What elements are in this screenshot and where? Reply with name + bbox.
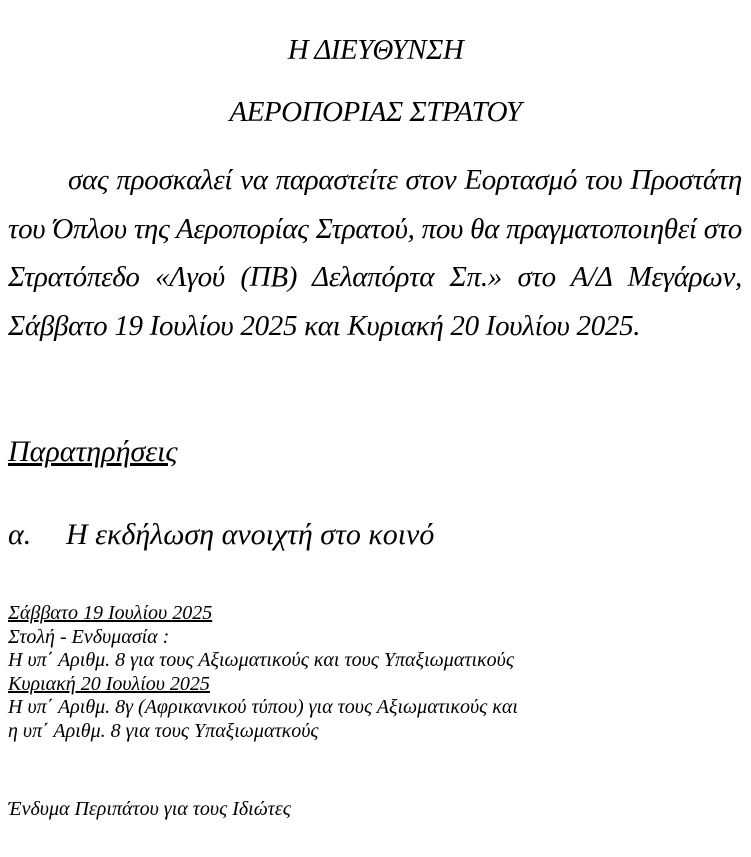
sunday-dress-line-2: η υπ΄ Αριθμ. 8 για τους Υπαξιωματκούς xyxy=(8,719,319,742)
dress-code-section xyxy=(8,602,518,743)
saturday-dress: Η υπ΄ Αριθμ. 8 για τους Αξιωματικούς και τους Υπαξιωματικούς xyxy=(8,649,514,671)
remarks-heading: Παρατηρήσεις xyxy=(8,435,178,468)
saturday-heading: Σάββατο 19 Ιουλίου 2025 xyxy=(8,602,213,624)
sunday-heading: Κυριακή 20 Ιουλίου 2025 xyxy=(8,672,210,695)
remark-item xyxy=(8,518,434,552)
invitation-paragraph: σας προσκαλεί να παραστείτε στον Εορτασμό του Προστάτη του Όπλου της Αεροπορίας Στρατού, που θα πραγματοποιηθεί στο Στρατόπεδο «Λγού (ΠΒ) Δελαπόρτα Σπ.» στο Α/Δ Μεγάρων, Σάββατο 19 Ιουλίου 2025 και Κυριακή 20 Ιουλίου 2025. xyxy=(8,164,742,342)
sunday-dress-line-1: Η υπ΄ Αριθμ. 8γ (Αφρικανικού τύπου) για τους Αξιωματικούς και xyxy=(8,696,518,718)
header-line-2: ΑΕΡΟΠΟΡΙΑΣ ΣΤΡΑΤΟΥ xyxy=(229,96,522,128)
remark-item-text: Η εκδήλωση ανοιχτή στο κοινό xyxy=(66,518,435,551)
remark-item-label: α. xyxy=(8,518,32,551)
civilian-dress: Ένδυμα Περιπάτου για τους Ιδιώτες xyxy=(8,798,291,820)
uniform-label: Στολή - Ενδυμασία : xyxy=(8,625,170,648)
header-line-1: Η ΔΙΕΥΘΥΝΣΗ xyxy=(287,34,464,66)
